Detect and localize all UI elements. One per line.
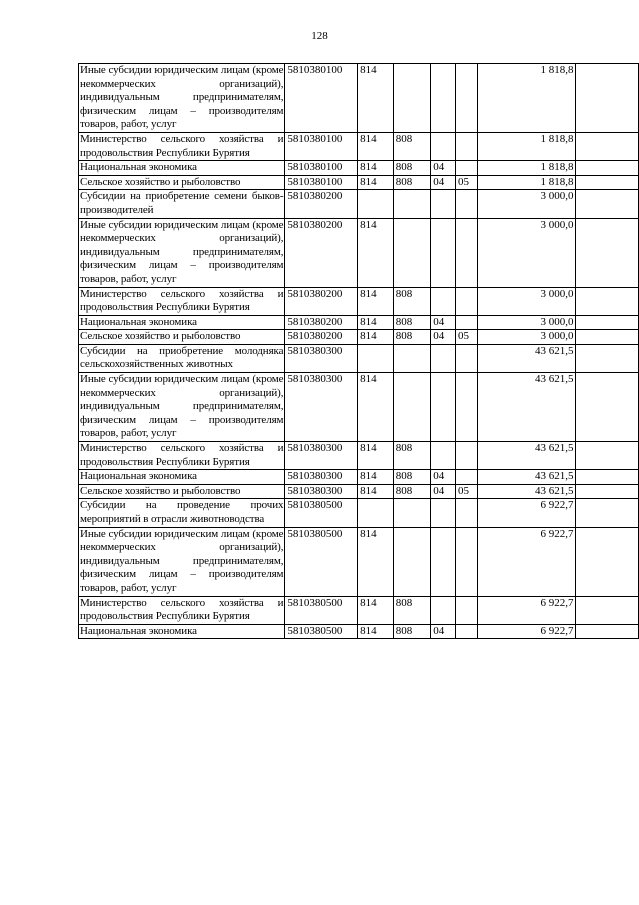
amount-cell: 1 818,8 [477,64,576,133]
extra-cell [576,218,639,287]
table-row [79,218,639,287]
grbs-cell [393,499,431,527]
table-row [79,315,639,330]
table-body [79,64,639,639]
item-name-cell: Сельское хозяйство и рыболовство [79,330,285,345]
item-name-cell: Субсидии на проведение прочих мероприятий в отрасли животноводства [79,499,285,527]
target-article-cell: 5810380500 [285,499,358,527]
target-article-cell: 5810380300 [285,373,358,442]
expense-type-cell [358,190,394,218]
subsection-cell [456,132,478,160]
subsection-cell [456,344,478,372]
target-article-cell: 5810380200 [285,190,358,218]
table-row [79,64,639,133]
grbs-cell: 808 [393,330,431,345]
amount-cell: 3 000,0 [477,218,576,287]
amount-cell: 43 621,5 [477,373,576,442]
expense-type-cell: 814 [358,161,394,176]
subsection-cell [456,64,478,133]
expense-type-cell: 814 [358,132,394,160]
table-row [79,596,639,624]
item-name-cell: Министерство сельского хозяйства и продовольствия Республики Бурятия [79,287,285,315]
expense-type-cell: 814 [358,624,394,639]
subsection-cell [456,470,478,485]
item-name-cell: Субсидии на приобретение молодняка сельскохозяйственных животных [79,344,285,372]
extra-cell [576,499,639,527]
table-row [79,161,639,176]
section-cell [431,527,456,596]
section-cell [431,499,456,527]
grbs-cell: 808 [393,624,431,639]
table-row [79,442,639,470]
table-row [79,484,639,499]
target-article-cell: 5810380100 [285,64,358,133]
subsection-cell [456,624,478,639]
item-name-cell: Сельское хозяйство и рыболовство [79,175,285,190]
item-name-cell: Иные субсидии юридическим лицам (кроме некоммерческих организаций), индивидуальным предпринимателям, физическим лицам – производителям товаров, работ, услуг [79,527,285,596]
item-name-cell: Национальная экономика [79,470,285,485]
grbs-cell: 808 [393,161,431,176]
section-cell: 04 [431,175,456,190]
extra-cell [576,315,639,330]
item-name-cell: Национальная экономика [79,624,285,639]
expense-type-cell: 814 [358,64,394,133]
amount-cell: 1 818,8 [477,161,576,176]
expense-type-cell [358,344,394,372]
item-name-cell: Иные субсидии юридическим лицам (кроме некоммерческих организаций), индивидуальным предпринимателям, физическим лицам – производителям товаров, работ, услуг [79,218,285,287]
subsection-cell [456,287,478,315]
expense-type-cell: 814 [358,175,394,190]
budget-table [78,63,639,639]
subsection-cell [456,190,478,218]
item-name-cell: Сельское хозяйство и рыболовство [79,484,285,499]
amount-cell: 1 818,8 [477,175,576,190]
extra-cell [576,132,639,160]
extra-cell [576,161,639,176]
section-cell [431,218,456,287]
extra-cell [576,442,639,470]
subsection-cell [456,442,478,470]
target-article-cell: 5810380300 [285,484,358,499]
grbs-cell: 808 [393,470,431,485]
expense-type-cell: 814 [358,315,394,330]
amount-cell: 3 000,0 [477,330,576,345]
expense-type-cell: 814 [358,442,394,470]
table-row [79,499,639,527]
grbs-cell [393,218,431,287]
item-name-cell: Национальная экономика [79,161,285,176]
expense-type-cell: 814 [358,596,394,624]
section-cell [431,190,456,218]
section-cell [431,64,456,133]
subsection-cell: 05 [456,175,478,190]
subsection-cell [456,315,478,330]
table-row [79,527,639,596]
page-number: 128 [311,30,328,42]
subsection-cell [456,218,478,287]
amount-cell: 6 922,7 [477,527,576,596]
extra-cell [576,344,639,372]
section-cell [431,373,456,442]
target-article-cell: 5810380500 [285,527,358,596]
amount-cell: 43 621,5 [477,344,576,372]
target-article-cell: 5810380100 [285,175,358,190]
target-article-cell: 5810380500 [285,596,358,624]
grbs-cell [393,190,431,218]
table-row [79,344,639,372]
expense-type-cell: 814 [358,527,394,596]
extra-cell [576,373,639,442]
target-article-cell: 5810380500 [285,624,358,639]
item-name-cell: Иные субсидии юридическим лицам (кроме некоммерческих организаций), индивидуальным предпринимателям, физическим лицам – производителям товаров, работ, услуг [79,373,285,442]
grbs-cell [393,373,431,442]
grbs-cell [393,527,431,596]
amount-cell: 43 621,5 [477,470,576,485]
target-article-cell: 5810380300 [285,442,358,470]
subsection-cell [456,596,478,624]
amount-cell: 43 621,5 [477,442,576,470]
subsection-cell [456,527,478,596]
section-cell: 04 [431,624,456,639]
extra-cell [576,484,639,499]
grbs-cell: 808 [393,596,431,624]
target-article-cell: 5810380200 [285,330,358,345]
expense-type-cell: 814 [358,484,394,499]
section-cell [431,287,456,315]
section-cell: 04 [431,330,456,345]
amount-cell: 6 922,7 [477,624,576,639]
amount-cell: 6 922,7 [477,499,576,527]
table-row [79,132,639,160]
table-row [79,330,639,345]
item-name-cell: Министерство сельского хозяйства и продовольствия Республики Бурятия [79,442,285,470]
table-row [79,624,639,639]
target-article-cell: 5810380200 [285,287,358,315]
table-row [79,470,639,485]
table-row [79,175,639,190]
section-cell [431,132,456,160]
expense-type-cell: 814 [358,287,394,315]
section-cell [431,596,456,624]
table-row [79,373,639,442]
grbs-cell [393,64,431,133]
item-name-cell: Иные субсидии юридическим лицам (кроме некоммерческих организаций), индивидуальным предпринимателям, физическим лицам – производителям товаров, работ, услуг [79,64,285,133]
section-cell: 04 [431,484,456,499]
section-cell: 04 [431,470,456,485]
amount-cell: 3 000,0 [477,315,576,330]
target-article-cell: 5810380300 [285,470,358,485]
expense-type-cell: 814 [358,218,394,287]
grbs-cell: 808 [393,175,431,190]
subsection-cell: 05 [456,484,478,499]
section-cell: 04 [431,315,456,330]
expense-type-cell: 814 [358,470,394,485]
target-article-cell: 5810380200 [285,218,358,287]
section-cell: 04 [431,161,456,176]
table-row [79,190,639,218]
amount-cell: 6 922,7 [477,596,576,624]
expense-type-cell [358,499,394,527]
extra-cell [576,527,639,596]
target-article-cell: 5810380100 [285,161,358,176]
subsection-cell [456,499,478,527]
item-name-cell: Субсидии на приобретение семени быков-производителей [79,190,285,218]
item-name-cell: Национальная экономика [79,315,285,330]
grbs-cell: 808 [393,442,431,470]
subsection-cell [456,161,478,176]
extra-cell [576,287,639,315]
expense-type-cell: 814 [358,373,394,442]
table-row [79,287,639,315]
extra-cell [576,175,639,190]
section-cell [431,442,456,470]
grbs-cell: 808 [393,132,431,160]
grbs-cell: 808 [393,287,431,315]
item-name-cell: Министерство сельского хозяйства и продовольствия Республики Бурятия [79,596,285,624]
extra-cell [576,190,639,218]
extra-cell [576,64,639,133]
target-article-cell: 5810380100 [285,132,358,160]
item-name-cell: Министерство сельского хозяйства и продовольствия Республики Бурятия [79,132,285,160]
subsection-cell: 05 [456,330,478,345]
grbs-cell [393,344,431,372]
amount-cell: 3 000,0 [477,287,576,315]
section-cell [431,344,456,372]
amount-cell: 43 621,5 [477,484,576,499]
subsection-cell [456,373,478,442]
expense-type-cell: 814 [358,330,394,345]
amount-cell: 3 000,0 [477,190,576,218]
amount-cell: 1 818,8 [477,132,576,160]
grbs-cell: 808 [393,315,431,330]
target-article-cell: 5810380300 [285,344,358,372]
extra-cell [576,596,639,624]
extra-cell [576,624,639,639]
extra-cell [576,330,639,345]
grbs-cell: 808 [393,484,431,499]
target-article-cell: 5810380200 [285,315,358,330]
extra-cell [576,470,639,485]
